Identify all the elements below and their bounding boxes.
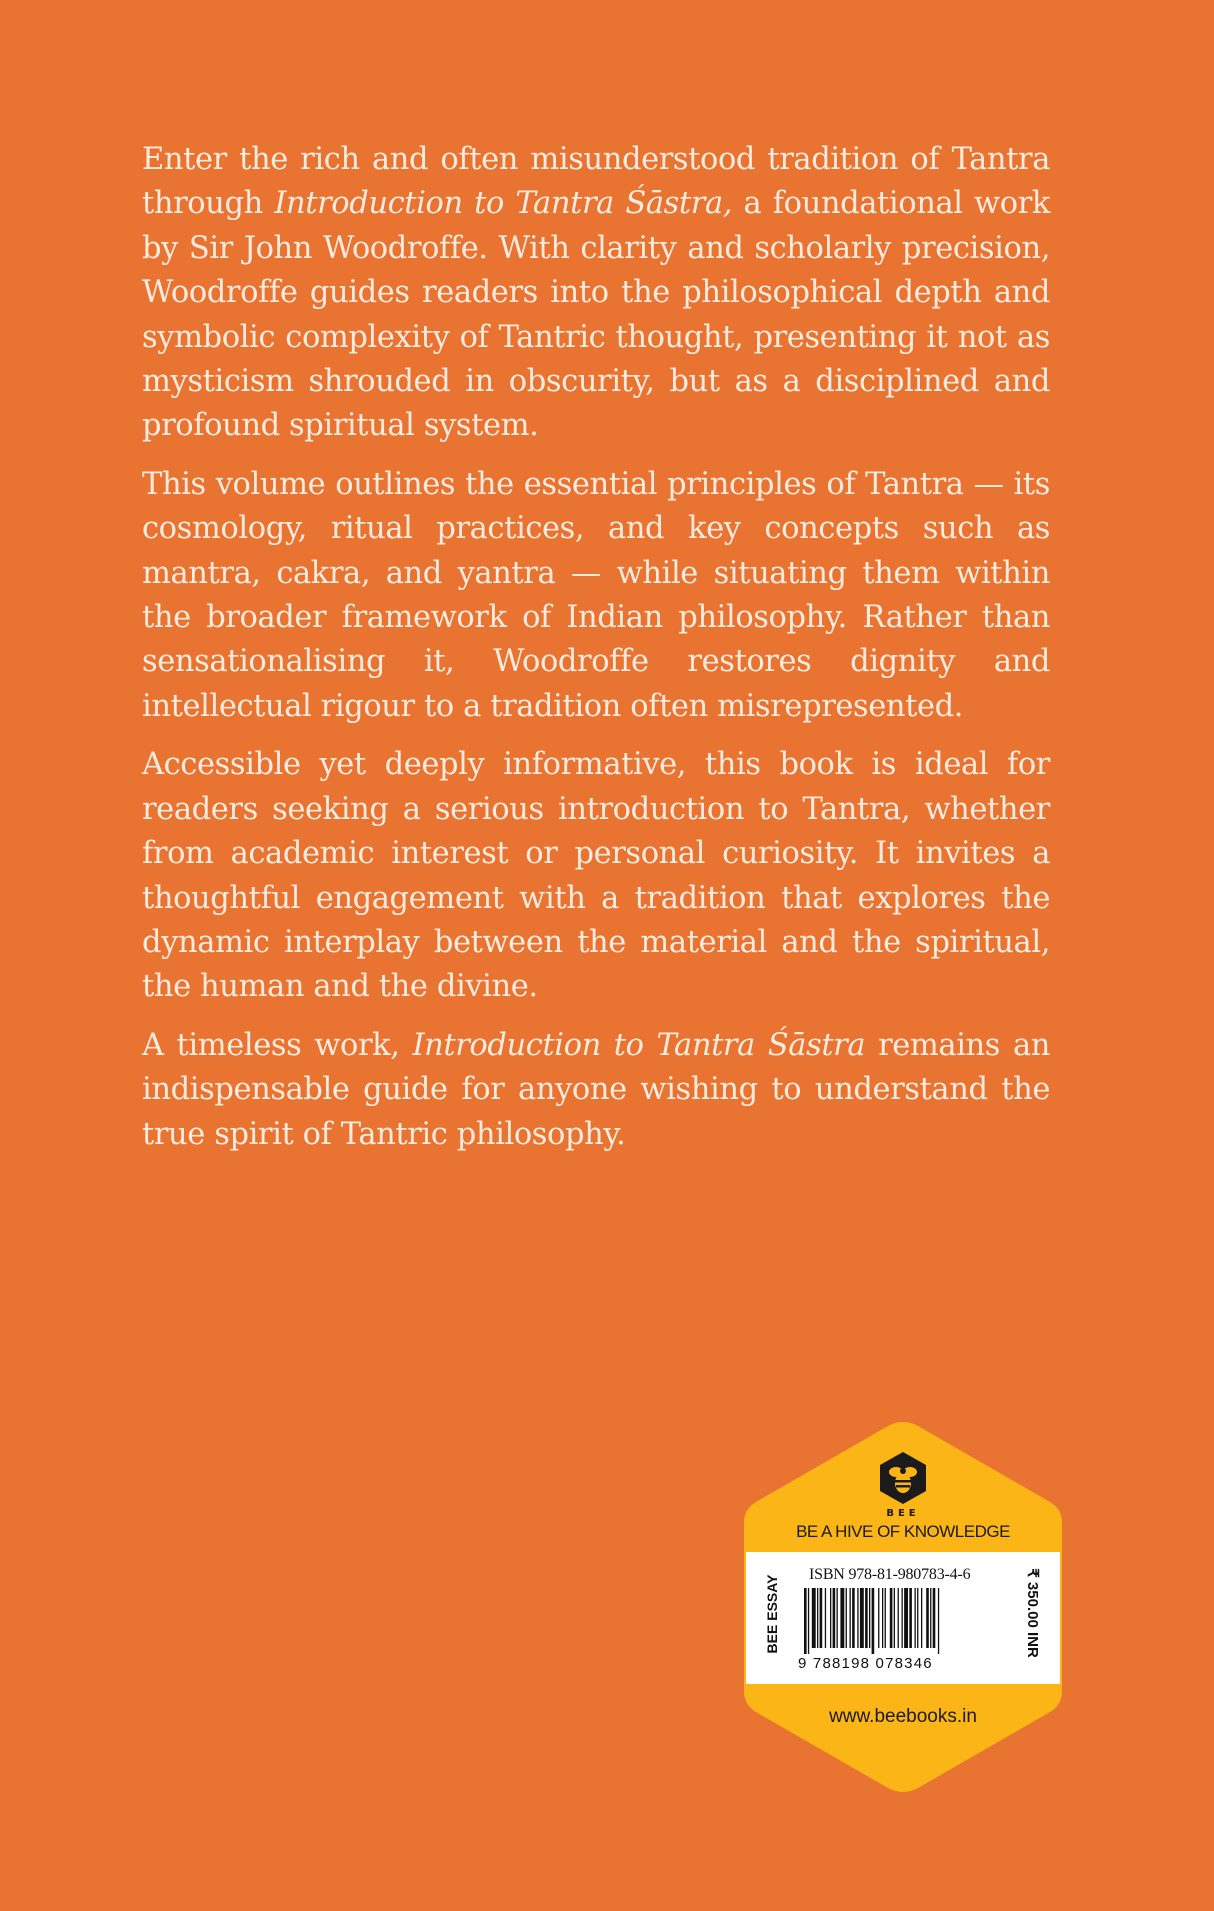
blurb-paragraph-1: [142, 138, 1050, 449]
logo-text: BEE: [886, 1508, 920, 1519]
blurb-text: This volume outlines the essential principles of Tantra — its cosmology, ritual practices, and key concepts such as mantra, cakra, and yantra — while situating them within the broader framework of Indian philosophy. Rather than sensationalising it, Woodroffe restores dignity and intellectual rigour to a tradition often misrepresented.: [142, 466, 1050, 724]
blurb-text: a foundational work by Sir John Woodroffe. With clarity and scholarly precision, Woodroffe guides readers into the philosophical depth and symbolic complexity of Tantric thought, presenting it not as mysticism shrouded in obscurity, but as a disciplined and profound spiritual system.: [142, 186, 1050, 444]
blurb-paragraph-2: [142, 463, 1050, 729]
barcode-image: [804, 1588, 984, 1654]
barcode-panel: [746, 1552, 1060, 1684]
blurb-text: A timeless work,: [142, 1027, 413, 1063]
blurb-paragraph-4: [142, 1024, 1050, 1157]
book-title-italic: Introduction to Tantra Śāstra: [412, 1027, 866, 1063]
barcode-digits: 9 788198 078346: [798, 1655, 933, 1672]
blurb-paragraph-3: [142, 743, 1050, 1009]
book-title-italic: Introduction to Tantra Śāstra,: [274, 186, 733, 222]
publisher-tagline: BE A HIVE OF KNOWLEDGE: [796, 1522, 1010, 1541]
series-label: BEE ESSAY: [764, 1574, 780, 1654]
publisher-website: www.beebooks.in: [829, 1706, 977, 1727]
blurb-text: Enter the rich and often misunderstood tradition of Tantra through: [142, 142, 1050, 222]
isbn-label: ISBN 978-81-980783-4-6: [809, 1566, 971, 1583]
blurb-text: Accessible yet deeply informative, this book is ideal for readers seeking a serious introduction to Tantra, whether from academic interest or personal curiosity. It invites a thoughtful engagement with a tradition that explores the dynamic interplay between the material and the spiritual, the human and the divine.: [142, 747, 1050, 1005]
price-label: ₹ 350.00 INR: [1024, 1568, 1041, 1658]
publisher-badge: [744, 1422, 1062, 1792]
blurb-text: remains an indispensable guide for anyone wishing to understand the true spirit of Tantric philosophy.: [142, 1027, 1050, 1152]
bee-logo-icon: [875, 1450, 931, 1506]
back-cover-blurb: [142, 138, 1050, 1171]
